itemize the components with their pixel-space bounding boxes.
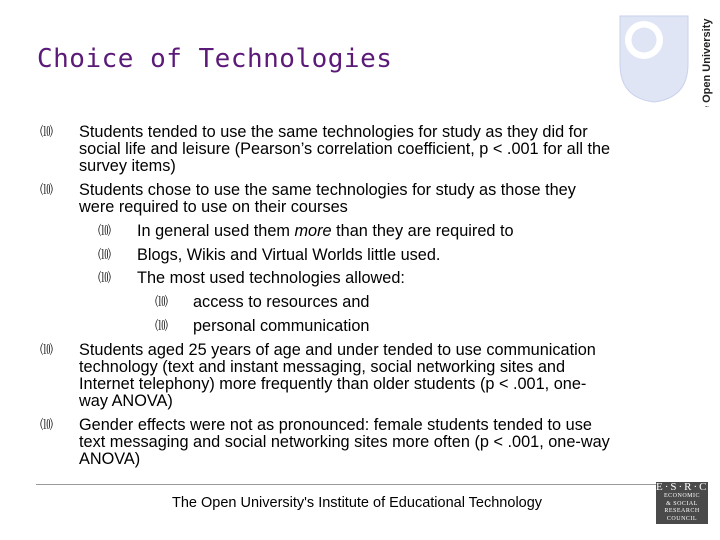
bullet-4-line-1: Gender effects were not as pronounced: female students tended to use (79, 416, 592, 434)
open-university-logo-text: The Open University (701, 18, 713, 107)
bullet-4-line-3: ANOVA) (79, 450, 141, 468)
slide-title: Choice of Technologies (37, 44, 393, 74)
esrc-logo-row-5: COUNCIL (666, 515, 698, 522)
sub-sub-bullet-2: personal communication (193, 317, 370, 335)
esrc-logo (656, 482, 708, 524)
footer-divider (36, 484, 656, 485)
sub-bullet-1 (137, 223, 514, 240)
sub-bullet-2: Blogs, Wikis and Virtual Worlds little used. (137, 246, 441, 264)
bullet-2-line-2: were required to use on their courses (79, 198, 348, 216)
bullet-4-line-2: text messaging and social networking sites more often (p < .001, one-way (79, 433, 610, 451)
sub-bullet-1-emphasis: more (294, 222, 332, 240)
bullet-1-line-1: Students tended to use the same technologies for study as they did for (79, 123, 588, 141)
sub-bullet-1-before: In general used them (137, 222, 295, 240)
bullet-icon: ⑽ (40, 342, 54, 357)
open-university-shield-icon (614, 12, 714, 107)
bullet-3-line-3: Internet telephony) more frequently than older students (p < .001, one- (79, 375, 587, 393)
footer-text: The Open University's Institute of Educational Technology (172, 495, 543, 511)
bullet-icon: ⑽ (98, 270, 112, 285)
bullet-3-line-1: Students aged 25 years of age and under tended to use communication (79, 341, 596, 359)
esrc-logo-row-1: E·S·R·C (656, 481, 709, 493)
sub-sub-bullet-1: access to resources and (193, 293, 370, 311)
bullet-1-line-3: survey items) (79, 157, 176, 175)
bullet-icon: ⑽ (40, 124, 54, 139)
sub-bullet-1-after: than they are required to (331, 222, 514, 240)
sub-bullet-3: The most used technologies allowed: (137, 269, 405, 287)
bullet-icon: ⑽ (155, 294, 169, 309)
bullet-icon: ⑽ (40, 182, 54, 197)
bullet-icon: ⑽ (98, 247, 112, 262)
bullet-icon: ⑽ (98, 223, 112, 238)
bullet-2-line-1: Students chose to use the same technologies for study as those they (79, 181, 576, 199)
bullet-3-line-4: way ANOVA) (79, 392, 173, 410)
bullet-icon: ⑽ (155, 318, 169, 333)
esrc-logo-row-3: & SOCIAL (666, 500, 698, 507)
bullet-3-line-2: technology (text and instant messaging, social networking sites and (79, 358, 565, 376)
esrc-logo-row-2: ECONOMIC (663, 493, 700, 499)
open-university-logo (614, 12, 714, 107)
esrc-logo-row-4: RESEARCH (664, 508, 700, 514)
bullet-icon: ⑽ (40, 417, 54, 432)
bullet-1-line-2: social life and leisure (Pearson’s correlation coefficient, p < .001 for all the (79, 140, 611, 158)
